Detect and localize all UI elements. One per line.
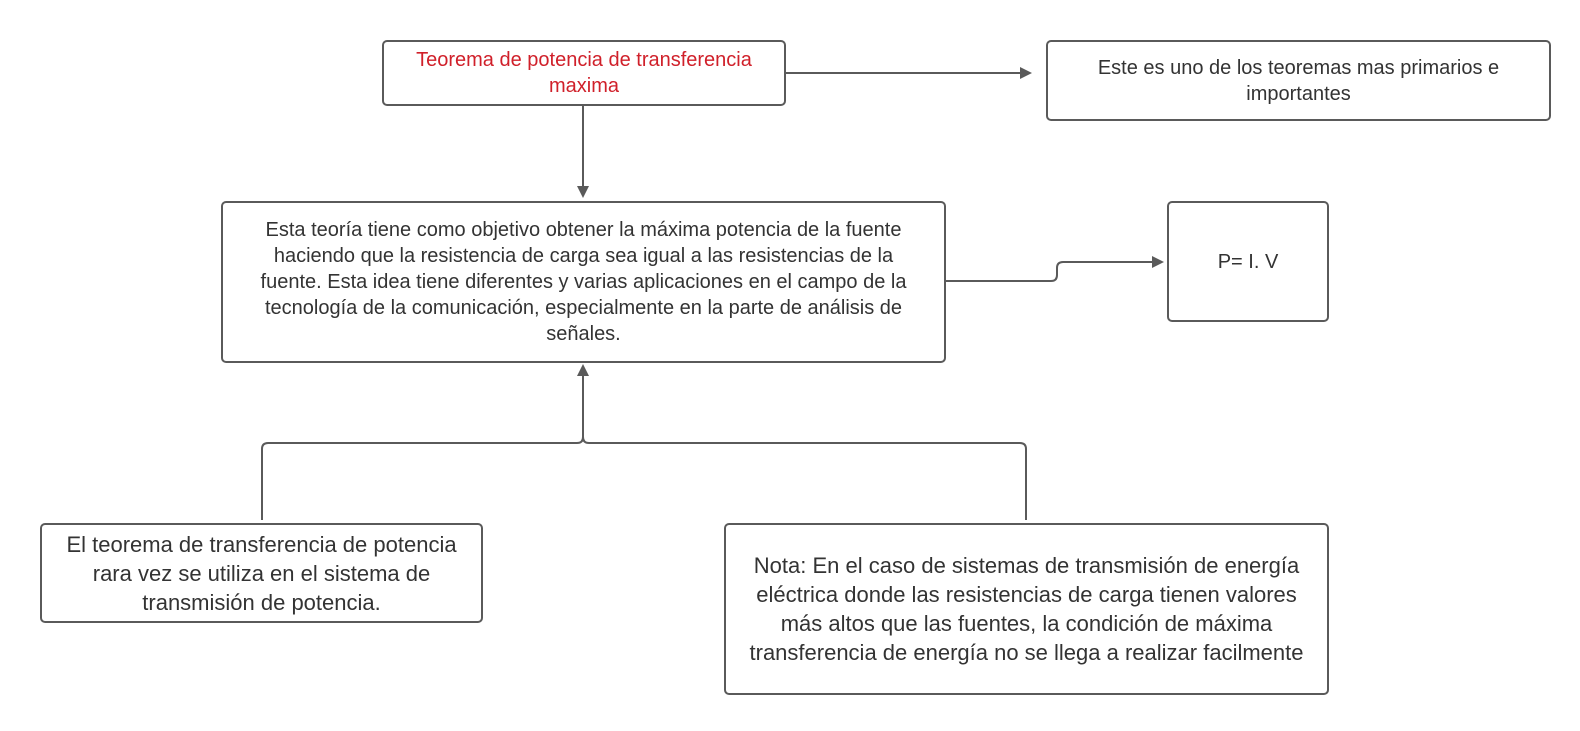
edge-left-to-theory xyxy=(262,366,583,520)
edge-theory-to-formula xyxy=(942,262,1162,281)
primary-theorem-node: Este es uno de los teoremas mas primarios e importantes xyxy=(1046,40,1551,121)
formula-node: P= I. V xyxy=(1167,201,1329,322)
nota-node: Nota: En el caso de sistemas de transmisión de energía eléctrica donde las resistencias de carga tienen valores más altos que las fuentes, la condición de máxima transferencia de energía no se llega a realizar facilmente xyxy=(724,523,1329,695)
title-node: Teorema de potencia de transferencia maxima xyxy=(382,40,786,106)
theory-node: Esta teoría tiene como objetivo obtener la máxima potencia de la fuente haciendo que la resistencia de carga sea igual a las resistencias de la fuente. Esta idea tiene diferentes y varias aplicaciones en el campo de la tecnología de la comunicación, especialmente en la parte de análisis de señales. xyxy=(221,201,946,363)
rarely-used-node: El teorema de transferencia de potencia rara vez se utiliza en el sistema de transmisión de potencia. xyxy=(40,523,483,623)
edge-right-to-theory xyxy=(583,437,1026,520)
